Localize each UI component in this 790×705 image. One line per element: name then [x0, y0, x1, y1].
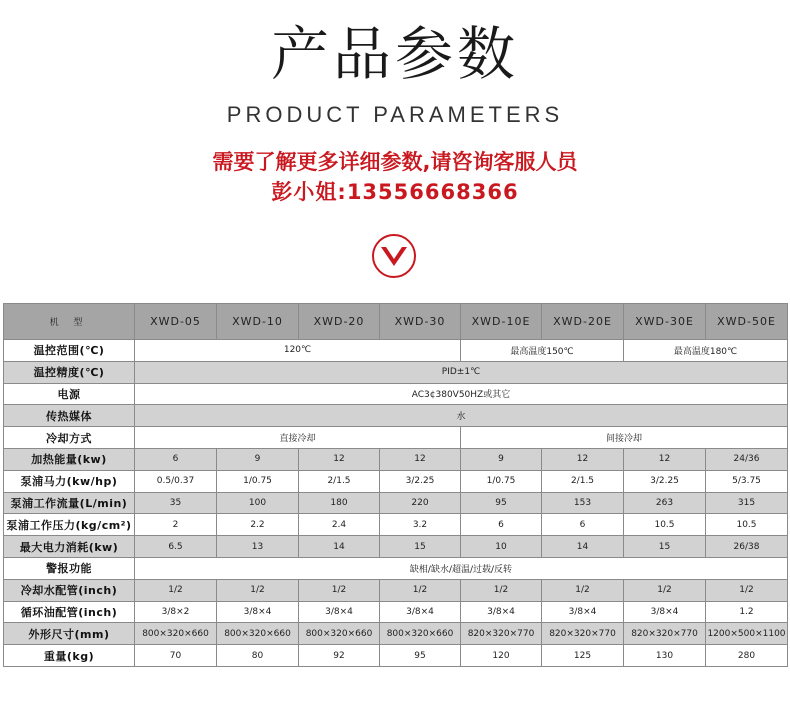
table-cell: 1/2 [299, 579, 380, 601]
table-cell: 6 [461, 514, 542, 536]
table-cell: 35 [135, 492, 217, 514]
row-label: 警报功能 [4, 557, 135, 579]
table-cell: 3/8×2 [135, 601, 217, 623]
table-cell: 153 [542, 492, 624, 514]
table-cell: 1/2 [135, 579, 217, 601]
table-cell: 14 [542, 536, 624, 558]
table-cell: 1.2 [706, 601, 788, 623]
table-cell: 95 [461, 492, 542, 514]
table-cell: 0.5/0.37 [135, 470, 217, 492]
table-cell: 1/2 [706, 579, 788, 601]
table-cell: 820×320×770 [542, 623, 624, 645]
table-cell: 2 [135, 514, 217, 536]
model-header: XWD-20 [299, 304, 380, 340]
table-cell: 间接冷却 [461, 427, 788, 449]
table-cell: 3/8×4 [624, 601, 706, 623]
table-cell: 70 [135, 645, 217, 667]
table-cell: 3/8×4 [217, 601, 299, 623]
row-label: 传热媒体 [4, 405, 135, 427]
table-row [4, 405, 788, 427]
table-cell: 800×320×660 [380, 623, 461, 645]
table-cell: 3.2 [380, 514, 461, 536]
table-cell: 2/1.5 [542, 470, 624, 492]
table-cell: 180 [299, 492, 380, 514]
table-cell: 2/1.5 [299, 470, 380, 492]
row-label: 冷却水配管(inch) [4, 579, 135, 601]
table-row [4, 623, 788, 645]
chevron-down-circle-icon [371, 233, 417, 279]
table-row [4, 427, 788, 449]
consult-notice: 需要了解更多详细参数,请咨询客服人员 [212, 150, 578, 174]
table-cell: 直接冷却 [135, 427, 461, 449]
table-cell: 130 [624, 645, 706, 667]
table-cell: 12 [299, 448, 380, 470]
table-cell: 12 [542, 448, 624, 470]
table-cell: 1/0.75 [461, 470, 542, 492]
row-label: 最大电力消耗(kw) [4, 536, 135, 558]
table-cell: 2.4 [299, 514, 380, 536]
table-cell: 1/2 [461, 579, 542, 601]
table-cell: 120 [461, 645, 542, 667]
table-cell: 12 [380, 448, 461, 470]
row-label: 加热能量(kw) [4, 448, 135, 470]
table-cell: 1/0.75 [217, 470, 299, 492]
row-label: 温控精度(℃) [4, 361, 135, 383]
table-cell: AC3¢380V50HZ或其它 [135, 383, 788, 405]
table-cell: 24/36 [706, 448, 788, 470]
table-cell: 3/2.25 [624, 470, 706, 492]
table-cell: 15 [380, 536, 461, 558]
table-cell: 13 [217, 536, 299, 558]
table-header-row [4, 304, 788, 340]
table-cell: 125 [542, 645, 624, 667]
table-cell: 95 [380, 645, 461, 667]
table-cell: 2.2 [217, 514, 299, 536]
table-cell: 6 [542, 514, 624, 536]
table-cell: 10.5 [706, 514, 788, 536]
header-model-label: 机 型 [4, 304, 135, 340]
page-subtitle: PRODUCT PARAMETERS [226, 102, 564, 127]
table-cell: 3/8×4 [380, 601, 461, 623]
table-row [4, 579, 788, 601]
table-cell: 315 [706, 492, 788, 514]
table-cell: 3/8×4 [461, 601, 542, 623]
table-cell: 水 [135, 405, 788, 427]
table-cell: 1200×500×1100 [706, 623, 788, 645]
table-cell: 220 [380, 492, 461, 514]
table-row [4, 645, 788, 667]
row-label: 重量(kg) [4, 645, 135, 667]
table-cell: 14 [299, 536, 380, 558]
table-row [4, 492, 788, 514]
table-cell: 3/8×4 [299, 601, 380, 623]
table-cell: 120℃ [135, 340, 461, 362]
model-header: XWD-30E [624, 304, 706, 340]
table-cell: 9 [461, 448, 542, 470]
row-label: 泵浦马力(kw/hp) [4, 470, 135, 492]
table-cell: 6.5 [135, 536, 217, 558]
table-cell: 3/8×4 [542, 601, 624, 623]
model-header: XWD-50E [706, 304, 788, 340]
table-cell: 100 [217, 492, 299, 514]
table-row [4, 361, 788, 383]
contact-phone: 彭小姐:13556668366 [271, 180, 519, 204]
row-label: 泵浦工作压力(kg/cm²) [4, 514, 135, 536]
table-cell: 92 [299, 645, 380, 667]
table-row [4, 514, 788, 536]
table-cell: 最高温度150℃ [461, 340, 624, 362]
row-label: 循环油配管(inch) [4, 601, 135, 623]
row-label: 冷却方式 [4, 427, 135, 449]
table-cell: 800×320×660 [217, 623, 299, 645]
model-header: XWD-05 [135, 304, 217, 340]
table-row [4, 448, 788, 470]
row-label: 电源 [4, 383, 135, 405]
table-cell: 1/2 [380, 579, 461, 601]
table-cell: 1/2 [542, 579, 624, 601]
table-row [4, 536, 788, 558]
table-row [4, 470, 788, 492]
model-header: XWD-10 [217, 304, 299, 340]
table-row [4, 601, 788, 623]
table-cell: 9 [217, 448, 299, 470]
table-cell: 5/3.75 [706, 470, 788, 492]
table-row [4, 557, 788, 579]
model-header: XWD-10E [461, 304, 542, 340]
table-cell: PID±1℃ [135, 361, 788, 383]
table-cell: 6 [135, 448, 217, 470]
table-cell: 1/2 [217, 579, 299, 601]
table-cell: 10 [461, 536, 542, 558]
table-cell: 12 [624, 448, 706, 470]
table-cell: 3/2.25 [380, 470, 461, 492]
parameters-table [3, 303, 788, 667]
table-cell: 80 [217, 645, 299, 667]
row-label: 温控范围(℃) [4, 340, 135, 362]
table-cell: 280 [706, 645, 788, 667]
table-cell: 最高温度180℃ [624, 340, 788, 362]
table-cell: 800×320×660 [299, 623, 380, 645]
table-cell: 10.5 [624, 514, 706, 536]
table-cell: 820×320×770 [461, 623, 542, 645]
model-header: XWD-20E [542, 304, 624, 340]
table-cell: 26/38 [706, 536, 788, 558]
model-header: XWD-30 [380, 304, 461, 340]
table-row [4, 340, 788, 362]
page-title: 产品参数 [270, 20, 519, 88]
row-label: 外形尺寸(mm) [4, 623, 135, 645]
table-cell: 1/2 [624, 579, 706, 601]
table-cell: 800×320×660 [135, 623, 217, 645]
table-row [4, 383, 788, 405]
table-cell: 缺相/缺水/超温/过载/反转 [135, 557, 788, 579]
table-cell: 15 [624, 536, 706, 558]
table-cell: 820×320×770 [624, 623, 706, 645]
row-label: 泵浦工作流量(L/min) [4, 492, 135, 514]
table-cell: 263 [624, 492, 706, 514]
